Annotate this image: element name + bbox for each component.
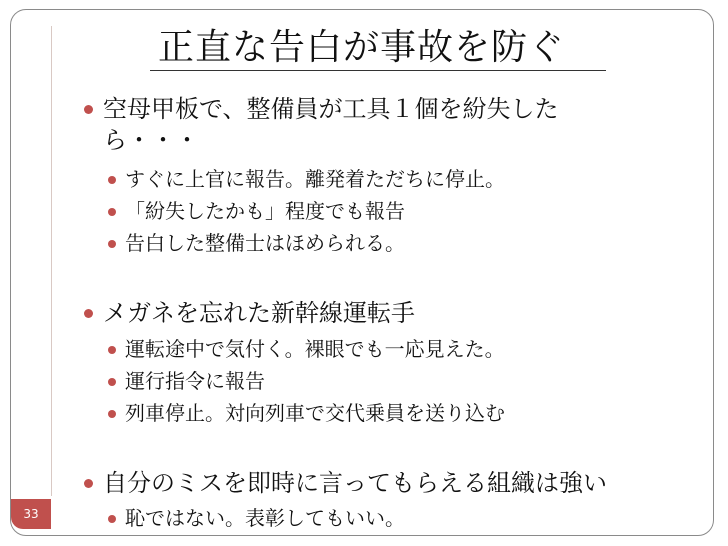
- sub-bullet-text: 「紛失したかも」程度でも報告: [125, 199, 405, 223]
- sub-bullet-text: 告白した整備士はほめられる。: [125, 231, 405, 255]
- title-underline: [150, 70, 606, 71]
- bullet-text-continuation: ら・・・: [103, 126, 199, 154]
- sub-bullet-text: 恥ではない。表彰してもいい。: [125, 506, 405, 530]
- slide-number-badge: 33: [11, 499, 51, 529]
- bullet-icon: [108, 346, 116, 354]
- sub-bullet-text: 運行指令に報告: [125, 369, 265, 393]
- sub-bullet-text: 運転途中で気付く。裸眼でも一応見えた。: [125, 337, 505, 361]
- bullet-icon: [108, 208, 116, 216]
- sub-bullet-text: 列車停止。対向列車で交代乗員を送り込む: [125, 401, 505, 425]
- bullet-icon: [108, 378, 116, 386]
- left-margin-band: [11, 26, 52, 496]
- slide-frame: [10, 9, 714, 536]
- bullet-text: 自分のミスを即時に言ってもらえる組織は強い: [103, 469, 607, 497]
- slide-title: 正直な告白が事故を防ぐ: [158, 27, 566, 68]
- bullet-icon: [108, 515, 116, 523]
- sub-bullet-text: すぐに上官に報告。離発着ただちに停止。: [125, 167, 505, 191]
- bullet-icon: [108, 240, 116, 248]
- bullet-icon: [84, 479, 93, 488]
- bullet-icon: [84, 105, 93, 114]
- bullet-icon: [108, 176, 116, 184]
- bullet-icon: [108, 410, 116, 418]
- bullet-text: 空母甲板で、整備員が工具１個を紛失した: [103, 95, 559, 123]
- bullet-icon: [84, 309, 93, 318]
- bullet-text: メガネを忘れた新幹線運転手: [103, 299, 415, 327]
